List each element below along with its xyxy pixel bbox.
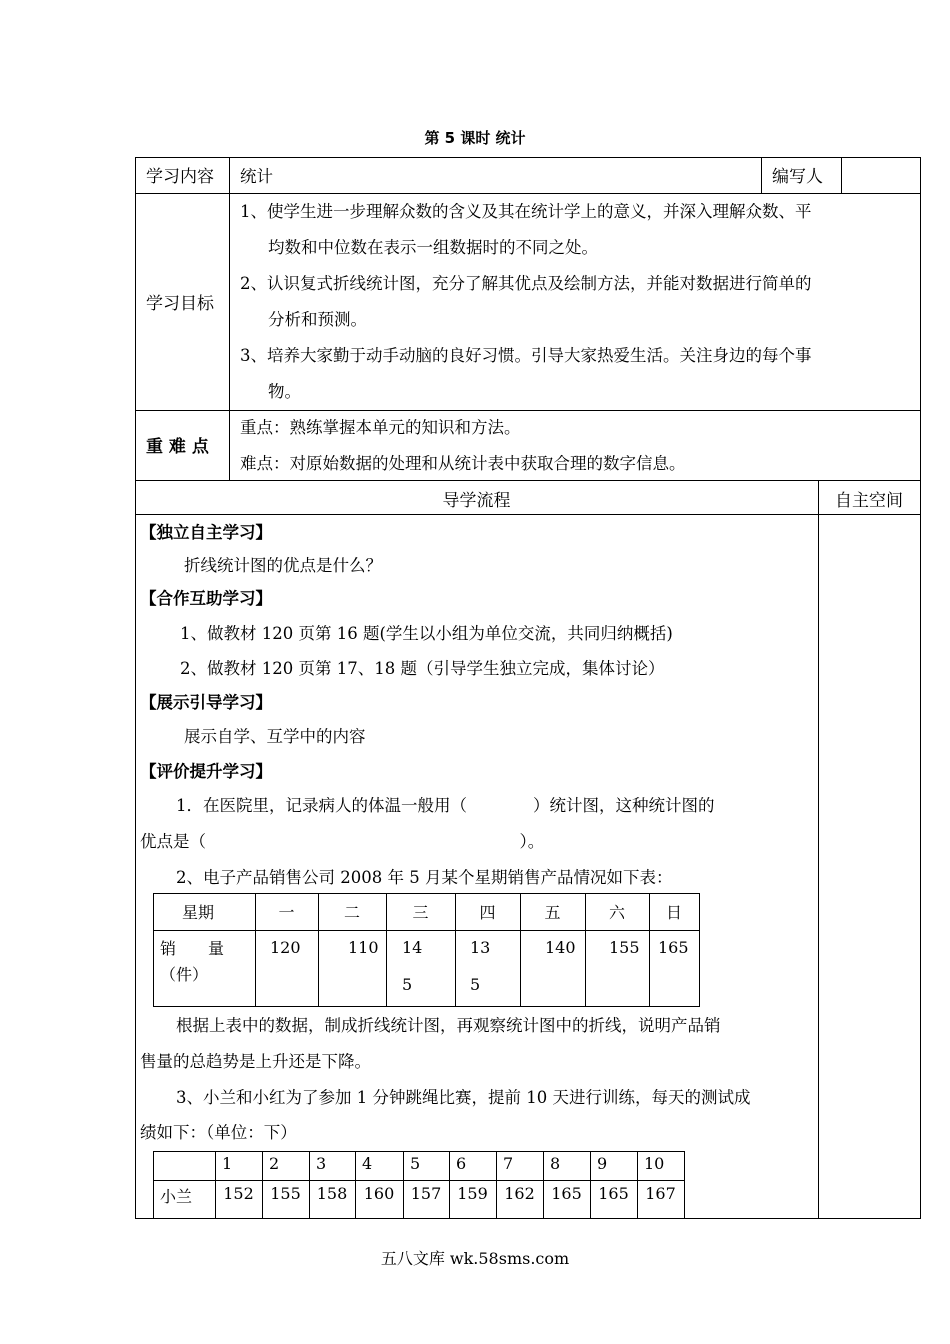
sales-value: 165	[658, 938, 689, 957]
sales-value: 140	[545, 938, 576, 957]
sales-day: 二	[343, 903, 360, 922]
question-2-after-line1: 根据上表中的数据，制成折线统计图，再观察统计图中的折线，说明产品销	[176, 1016, 721, 1035]
rope-value: 162	[504, 1184, 535, 1203]
sales-day: 一	[278, 903, 295, 922]
sales-row-unit: （件）	[160, 965, 209, 984]
rope-value: 158	[316, 1184, 348, 1203]
flow-title: 导学流程	[442, 491, 511, 511]
content-value: 统计	[240, 167, 273, 186]
goal-3-line2: 物。	[268, 382, 301, 401]
side-title: 自主空间	[835, 491, 903, 511]
question-1-line1: 1．在医院里，记录病人的体温一般用（ ）统计图，这种统计图的	[176, 796, 715, 815]
rope-value: 157	[410, 1184, 442, 1203]
sales-value: 13	[470, 938, 491, 957]
sales-day: 五	[544, 903, 561, 922]
content-label: 学习内容	[146, 167, 214, 187]
rope-day: 7	[503, 1154, 514, 1173]
rope-value: 165	[598, 1184, 629, 1203]
rope-day: 5	[410, 1154, 421, 1173]
rope-row-label: 小兰	[160, 1187, 193, 1206]
section-4-title: 【评价提升学习】	[140, 762, 272, 781]
difficulty-point: 难点：对原始数据的处理和从统计表中获取合理的数字信息。	[240, 454, 686, 473]
goal-3-line1: 3、培养大家勤于动手动脑的良好习惯。引导大家热爱生活。关注身边的每个事	[240, 346, 812, 365]
focus-point: 重点：熟练掌握本单元的知识和方法。	[240, 418, 521, 437]
sales-value: 155	[609, 938, 640, 957]
sales-header-label: 星期	[181, 903, 214, 922]
sales-day: 日	[665, 903, 682, 922]
rope-day: 8	[550, 1154, 561, 1173]
question-1-line2: 优点是（ ）。	[140, 832, 545, 851]
goal-2-line1: 2、认识复式折线统计图，充分了解其优点及绘制方法，并能对数据进行简单的	[240, 274, 812, 293]
section-3-text: 展示自学、互学中的内容	[184, 727, 366, 746]
rope-day: 2	[269, 1154, 280, 1173]
sales-value: 110	[348, 938, 379, 957]
sales-value: 120	[270, 938, 301, 957]
sales-value: 14	[402, 938, 423, 957]
sales-row-label: 销 量	[160, 939, 225, 958]
page-title: 第 5 课时 统计	[424, 129, 526, 147]
rope-value: 160	[363, 1184, 395, 1203]
rope-value: 167	[645, 1184, 676, 1203]
question-3-line1: 3、小兰和小红为了参加 1 分钟跳绳比赛，提前 10 天进行训练，每天的测试成	[176, 1088, 751, 1107]
rope-day: 3	[316, 1154, 327, 1173]
goal-2-line2: 分析和预测。	[268, 310, 367, 329]
section-1-title: 【独立自主学习】	[140, 523, 272, 542]
rope-day: 1	[222, 1154, 233, 1173]
rope-value: 165	[551, 1184, 582, 1203]
sales-value: 5	[402, 975, 413, 994]
goal-1-line1: 1、使学生进一步理解众数的含义及其在统计学上的意义，并深入理解众数、平	[240, 202, 812, 221]
question-2-after-line2: 售量的总趋势是上升还是下降。	[140, 1052, 371, 1071]
key-points-label: 重 难 点	[146, 437, 209, 457]
author-label: 编写人	[772, 167, 823, 187]
goal-1-line2: 均数和中位数在表示一组数据时的不同之处。	[268, 238, 598, 257]
rope-day: 6	[456, 1154, 467, 1173]
section-2-item-1: 1、做教材 120 页第 16 题(学生以小组为单位交流，共同归纳概括)	[180, 624, 673, 643]
rope-day: 9	[597, 1154, 608, 1173]
rope-day: 10	[644, 1154, 665, 1173]
question-2-intro: 2、电子产品销售公司 2008 年 5 月某个星期销售产品情况如下表：	[176, 868, 673, 887]
sales-day: 三	[412, 903, 429, 922]
sales-value: 5	[470, 975, 481, 994]
section-2-item-2: 2、做教材 120 页第 17、18 题（引导学生独立完成，集体讨论）	[180, 659, 665, 678]
section-2-title: 【合作互助学习】	[140, 589, 272, 608]
section-1-text: 折线统计图的优点是什么？	[184, 556, 382, 575]
rope-day: 4	[362, 1154, 373, 1173]
rope-value: 159	[457, 1184, 488, 1203]
rope-value: 152	[223, 1184, 254, 1203]
footer-watermark: 五八文库 wk.58sms.com	[380, 1249, 570, 1268]
rope-value: 155	[270, 1184, 301, 1203]
goals-label: 学习目标	[146, 294, 214, 314]
sales-day: 六	[608, 903, 625, 922]
section-3-title: 【展示引导学习】	[140, 693, 272, 712]
sales-day: 四	[479, 903, 496, 922]
question-3-line2: 绩如下：（单位：下）	[140, 1123, 297, 1142]
